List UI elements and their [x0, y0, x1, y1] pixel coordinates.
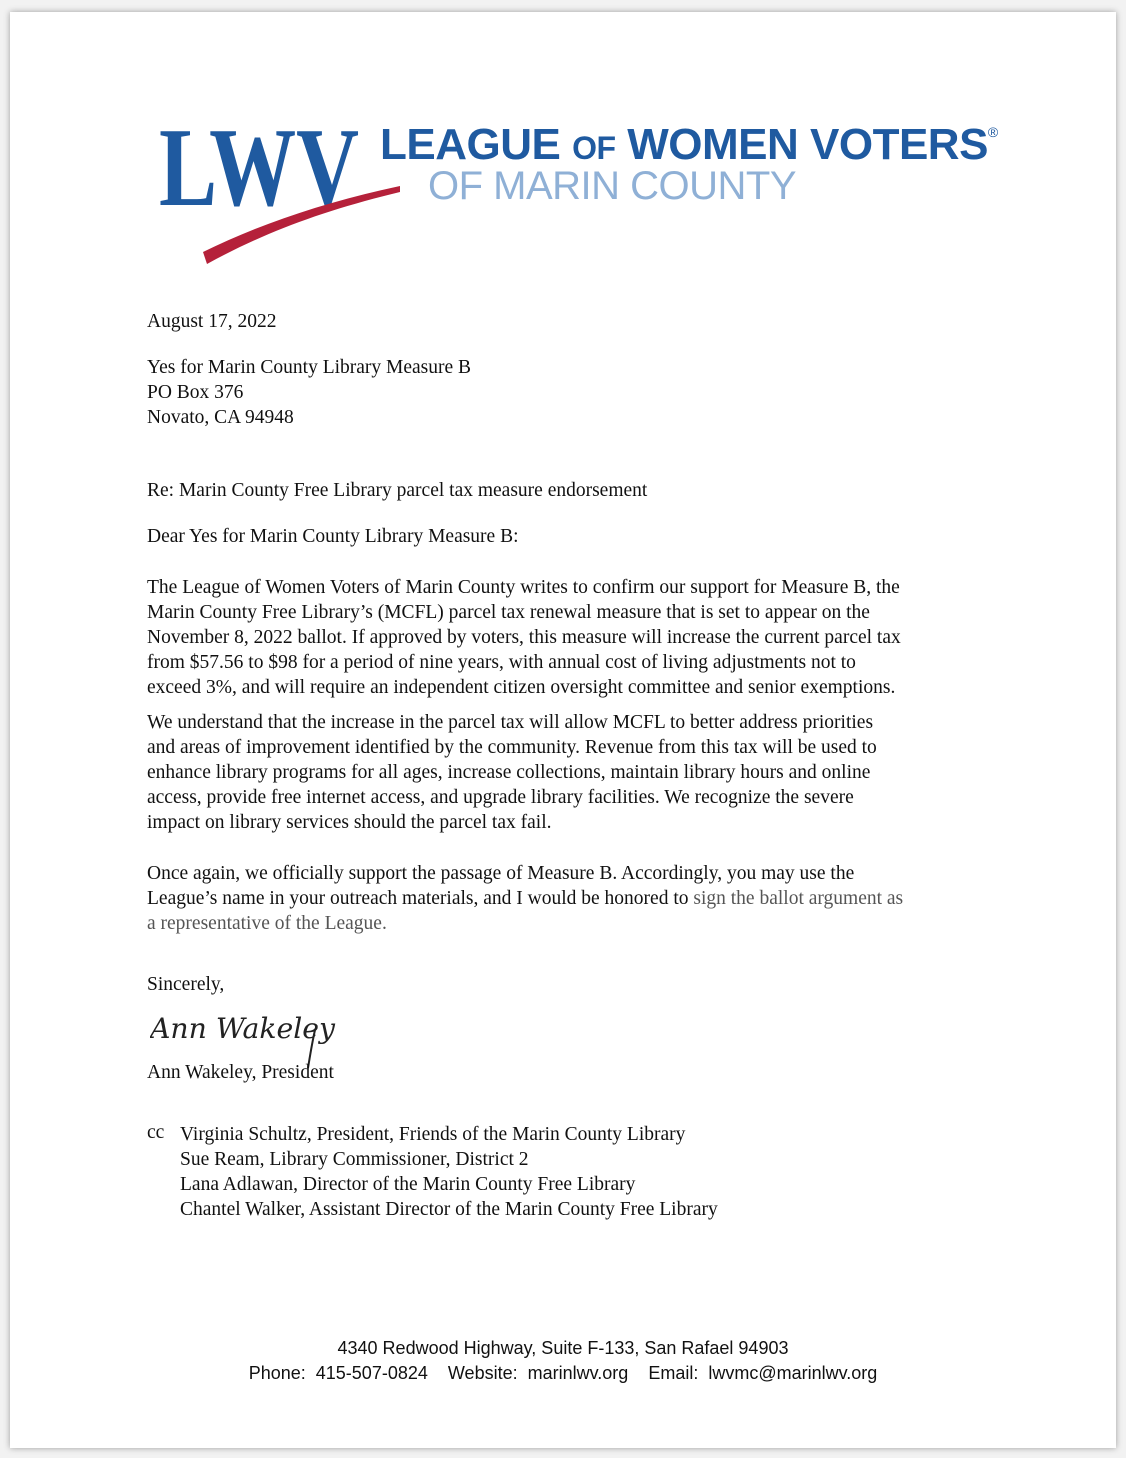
paragraph-line: Once again, we officially support the passage of Measure B. Accordingly, you may use the	[147, 863, 855, 884]
recipient-address	[147, 355, 471, 430]
paragraph-line: and areas of improvement identified by the community. Revenue from this tax will be used to	[147, 737, 877, 758]
logo-letters: LWV	[159, 112, 359, 230]
footer-address: 4340 Redwood Highway, Suite F-133, San Rafael 94903	[337, 1338, 789, 1358]
paragraph-line: Marin County Free Library’s (MCFL) parcel tax renewal measure that is set to appear on the	[147, 602, 870, 623]
cc-label: cc	[147, 1122, 165, 1143]
subject-line: Re: Marin County Free Library parcel tax measure endorsement	[147, 480, 648, 501]
paragraph-line: The League of Women Voters of Marin County writes to confirm our support for Measure B, the	[147, 577, 900, 598]
salutation: Dear Yes for Marin County Library Measure B:	[147, 526, 519, 547]
paragraph-line: We understand that the increase in the parcel tax will allow MCFL to better address priorities	[147, 712, 874, 733]
paragraph-line: League’s name in your outreach materials, and I would be honored to sign the ballot argument as	[147, 888, 904, 909]
email-link[interactable]: lwvmc@marinlwv.org	[708, 1363, 878, 1383]
recipient-line: PO Box 376	[147, 382, 244, 403]
paragraph-line: a representative of the League.	[147, 913, 387, 934]
lwv-logo	[155, 112, 998, 277]
website-label: Website:	[447, 1363, 518, 1383]
recipient-line: Novato, CA 94948	[147, 407, 294, 428]
paragraph-1	[147, 575, 901, 700]
cc-item: Lana Adlawan, Director of the Marin County Free Library	[180, 1174, 636, 1195]
closing: Sincerely,	[147, 974, 225, 995]
cc-list	[180, 1122, 718, 1222]
paragraph-line: November 8, 2022 ballot. If approved by voters, this measure will increase the current parcel tax	[147, 627, 901, 648]
cc-item: Chantel Walker, Assistant Director of the Marin County Free Library	[180, 1199, 718, 1220]
phone-number[interactable]: 415-507-0824	[315, 1363, 428, 1383]
signature-text: Ann Wakeley	[150, 1012, 337, 1045]
footer-contact	[0, 1363, 1126, 1384]
paragraph-2	[147, 710, 877, 835]
org-name-line2: OF MARIN COUNTY	[428, 164, 797, 208]
website-link[interactable]: marinlwv.org	[527, 1363, 629, 1383]
paragraph-line: enhance library programs for all ages, increase collections, maintain library hours and online	[147, 762, 871, 783]
cc-item: Sue Ream, Library Commissioner, District 2	[180, 1149, 529, 1170]
phone-label: Phone:	[248, 1363, 306, 1383]
paragraph-line: from $57.56 to $98 for a period of nine years, with annual cost of living adjustments not to	[147, 652, 856, 673]
recipient-line: Yes for Marin County Library Measure B	[147, 357, 472, 378]
letter-date: August 17, 2022	[147, 311, 277, 332]
paragraph-line: access, provide free internet access, and upgrade library facilities. We recognize the severe	[147, 787, 854, 808]
org-name-line1: LEAGUE OF WOMEN VOTERS®	[380, 120, 998, 169]
letter-page	[10, 12, 1116, 1448]
cc-item: Virginia Schultz, President, Friends of the Marin County Library	[180, 1124, 686, 1145]
paragraph-line: exceed 3%, and will require an independent citizen oversight committee and senior exemptions.	[147, 677, 896, 698]
email-label: Email:	[648, 1363, 699, 1383]
paragraph-line: impact on library services should the parcel tax fail.	[147, 812, 552, 833]
paragraph-3	[147, 861, 903, 936]
signer-name: Ann Wakeley, President	[147, 1062, 334, 1083]
